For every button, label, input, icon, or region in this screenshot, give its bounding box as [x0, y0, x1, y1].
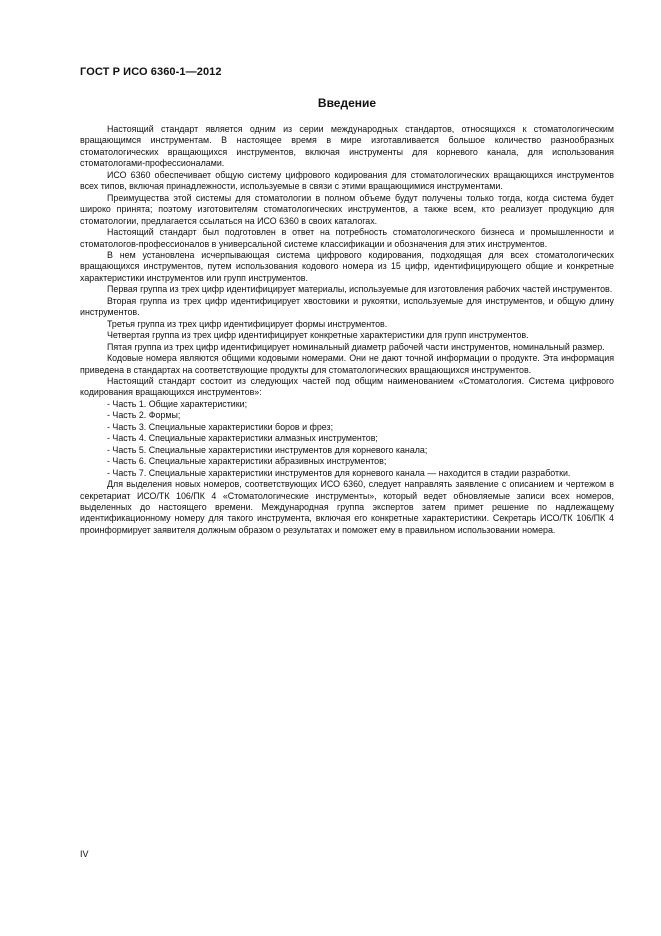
list-item: - Часть 1. Общие характеристики;: [107, 398, 248, 409]
list-item: - Часть 3. Специальные характеристики боров и фрез;: [107, 421, 334, 432]
list-item: - Часть 2. Формы;: [107, 410, 181, 421]
list-item: - Часть 4. Специальные характеристики алмазных инструментов;: [107, 433, 378, 444]
paragraph: Третья группа из трех цифр идентифицирует формы инструментов.: [107, 318, 388, 329]
list-item: - Часть 6. Специальные характеристики абразивных инструментов;: [107, 456, 387, 467]
paragraph: Первая группа из трех цифр идентифицирует материалы, используемые для изготовления рабочих частей инструментов.: [107, 284, 613, 295]
page-number: IV: [80, 849, 89, 859]
paragraph: Четвертая группа из трех цифр идентифицирует конкретные характеристики для групп инструментов.: [107, 330, 529, 341]
closing-paragraph: Для выделения новых номеров, соответствующих ИСО 6360, следует направлять заявление с описанием и чертежом в секретариат ИСО/ТК 106/ПК 4 «Стоматологические инструменты», который ведет обновляемые записи всех номеров, выделенных до настоящего времени. Международная группа экспертов затем примет решение по надлежащему идентификационному номеру для такого инструмента, включая его конкретные характеристики. Секретарь ИСО/ТК 106/ПК 4 проинформирует заявителя должным образом о результатах и поможет ему в правильном использовании номера.: [80, 479, 614, 535]
introduction-body: [80, 124, 614, 536]
list-item: - Часть 5. Специальные характеристики инструментов для корневого канала;: [107, 444, 428, 455]
paragraph: Настоящий стандарт был подготовлен в ответ на потребность стоматологического бизнеса и промышленности и стоматологов-профессионалов в универсальной системе классификации и обозначения для этих инструментов.: [80, 227, 614, 249]
paragraph: Настоящий стандарт является одним из серии международных стандартов, относящихся к стоматологическим вращающимся инструментам. В настоящее время в мире изготавливается большое количество разнообразных стоматологических вращающихся инструментов, включая инструменты для корневого канала, для использования стоматологами-профессионалами.: [80, 124, 614, 169]
paragraph: Настоящий стандарт состоит из следующих частей под общим наименованием «Стоматология. Система цифрового кодирования вращающихся инструментов»:: [80, 375, 614, 398]
paragraph: Вторая группа из трех цифр идентифицирует хвостовики и рукоятки, используемые для инструментов, и общую длину инструментов.: [80, 295, 614, 318]
paragraph: Преимущества этой системы для стоматологии в полном объеме будут получены только тогда, когда система будет широко принята; поэтому изготовителям стоматологических инструментов, а также всем, кто реализует продукцию для стоматологии, предлагается ссылаться на ИСО 6360 в своих каталогах.: [80, 192, 614, 226]
paragraph: ИСО 6360 обеспечивает общую систему цифрового кодирования для стоматологических вращающихся инструментов всех типов, включая принадлежности, используемые в связи с этими вращающимися инструментами.: [80, 169, 614, 192]
paragraph: Кодовые номера являются общими кодовыми номерами. Они не дают точной информации о продукте. Эта информация приведена в стандартах на соответствующие продукты для стоматологических вращающихся инструментов.: [80, 353, 614, 375]
paragraph: Пятая группа из трех цифр идентифицирует номинальный диаметр рабочей части инструментов, номинальный размер.: [107, 341, 605, 352]
section-title: Введение: [317, 96, 377, 110]
paragraph: В нем установлена исчерпывающая система цифрового кодирования, подходящая для всех стоматологических вращающихся инструментов, путем использования кодового номера из 15 цифр, идентифицирующего общие и конкретные характеристики инструментов или групп инструментов.: [80, 249, 614, 283]
standard-header: ГОСТ Р ИСО 6360-1—2012: [80, 66, 222, 78]
list-item: - Часть 7. Специальные характеристики инструментов для корневого канала — находится в стадии разработки.: [107, 467, 571, 478]
